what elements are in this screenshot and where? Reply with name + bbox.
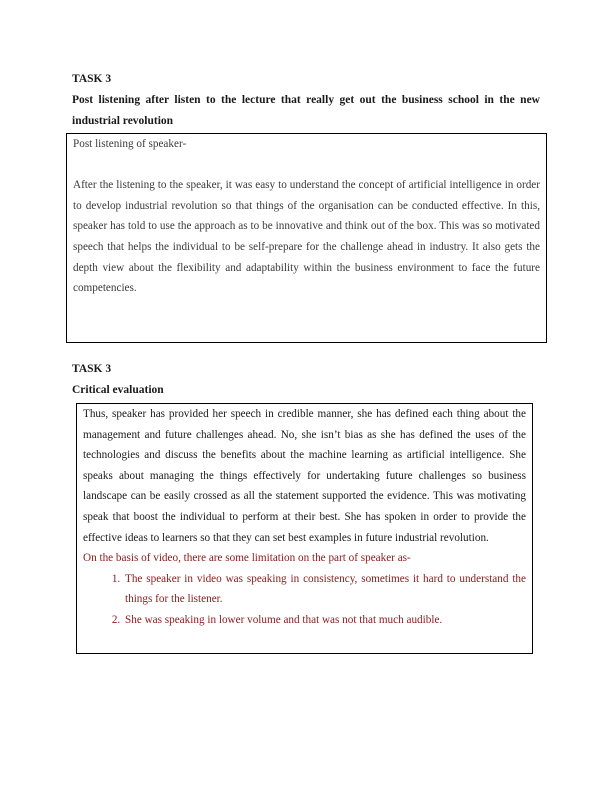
task2-limitation-intro: On the basis of video, there are some limitation on the part of speaker as-	[83, 552, 411, 565]
task1-paragraph: After the listening to the speaker, it was easy to understand the concept of artificial intelligence in order to develop industrial revolution so that things of the organisation can be conducted effective. In this, speaker has told to use the approach as to be innovative and think out of the box. This was so motivated speech that helps the individual to be self-prepare for the challenge ahead in industry. It also gets the depth view about the flexibility and adaptability within the business environment to face the future competencies.	[73, 179, 540, 295]
list-item: 2. She was speaking in lower volume and that was not that much audible.	[123, 610, 526, 631]
list-item: 1. The speaker in video was speaking in consistency, sometimes it hard to understand the things for the listener.	[123, 569, 526, 610]
task1-box	[66, 133, 547, 343]
task2-title: Critical evaluation	[72, 384, 164, 396]
task1-label: TASK 3	[72, 73, 112, 85]
task2-label: TASK 3	[72, 363, 112, 375]
task1-title: Post listening after listen to the lecture that really get out the business school in the new industrial revolution	[72, 94, 540, 127]
limitations-list	[83, 569, 526, 631]
task2-paragraph: Thus, speaker has provided her speech in credible manner, she has defined each thing about the management and future challenges ahead. No, she isn’t bias as she has defined the uses of the technologies and discuss the benefits about the machine learning as artificial intelligence. She speaks about managing the things effectively for undertaking future challenges so business landscape can be easily crossed as all the statement supported the evidence. This was motivating speak that boost the individual to perform at their best. She has spoken in order to provide the effective ideas to learners so that they can set best examples in future industrial revolution.	[83, 408, 526, 544]
task2-box	[76, 403, 533, 654]
task1-subheading: Post listening of speaker-	[73, 138, 187, 150]
